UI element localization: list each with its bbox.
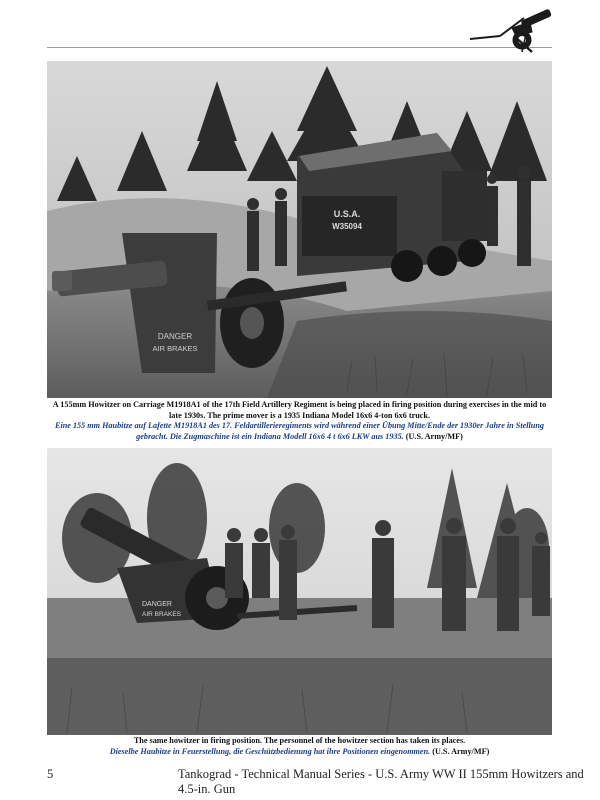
- caption-photo1-german-text: Eine 155 mm Haubitze auf Lafette M1918A1 des 17. Feldartillerieregiments wird während einer Übung Mitte/Ende der 1930er Jahre in Stellung gebracht. Die Zugmaschine ist ein Indiana Modell 16x6 4 t 6x6 LKW aus 1935.: [54, 421, 544, 441]
- series-title: Tankograd - Technical Manual Series - U.S. Army WW II 155mm Howitzers and 4.5-in. Gun: [178, 767, 584, 796]
- caption-photo1: [47, 400, 552, 442]
- truck-serial-number: W35094: [332, 222, 362, 231]
- caption-photo2-german-text: Dieselbe Haubitze in Feuerstellung, die Geschützbedienung hat ihre Positionen eingenommen.: [109, 746, 431, 756]
- caption-photo2-english: The same howitzer in firing position. The personnel of the howitzer section has taken its places.: [133, 736, 466, 745]
- photo-howitzer-towing: [47, 61, 552, 398]
- carriage-label-danger: DANGER: [157, 332, 193, 341]
- carriage-label-airbrakes: AIR BRAKES: [142, 611, 182, 618]
- truck-marking-usa: U.S.A.: [333, 209, 361, 219]
- carriage-label-danger: DANGER: [142, 601, 172, 608]
- carriage-label-airbrakes: AIR BRAKES: [152, 344, 198, 353]
- caption-photo2: [47, 736, 552, 757]
- caption-photo1-german: [47, 421, 552, 442]
- caption-photo1-credit: (U.S. Army/MF): [405, 431, 463, 441]
- caption-photo2-german: [47, 747, 552, 758]
- photo-howitzer-firing-position: [47, 448, 552, 735]
- caption-photo1-english: A 155mm Howitzer on Carriage M1918A1 of the 17th Field Artillery Regiment is being placed in firing position during exercises in the mid to late 1930s. The prime mover is a 1935 Indiana Model 16x6 4-ton 6x6 truck.: [52, 400, 547, 420]
- howitzer-silhouette-icon: [466, 6, 554, 54]
- caption-photo2-credit: (U.S. Army/MF): [432, 746, 490, 756]
- page-number: 5: [47, 767, 54, 781]
